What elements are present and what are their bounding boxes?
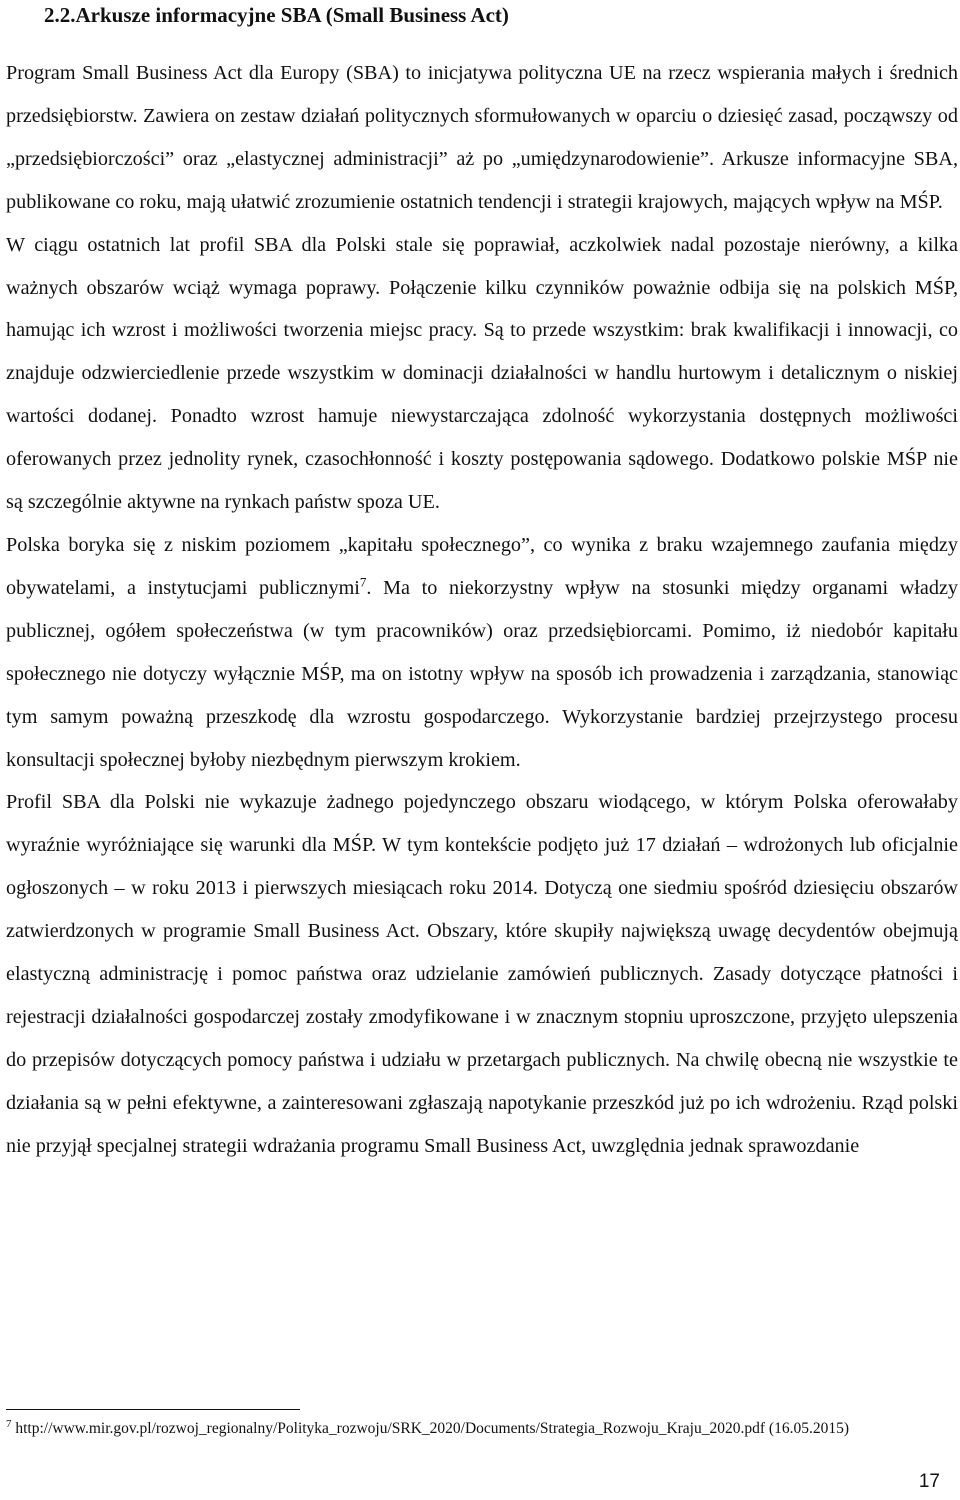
- footnote: [6, 1419, 946, 1438]
- paragraph-3-part-2: . Ma to niekorzystny wpływ na stosunki między organami władzy publicznej, ogółem społeczeństwa (w tym pracowników) oraz przedsiębiorcami. Pomimo, iż niedobór kapitału społecznego nie dotyczy wyłącznie MŚP, ma on istotny wpływ na sposób ich prowadzenia i zarządzania, stanowiąc tym samym poważną przeszkodę dla wzrostu gospodarczego. Wykorzystanie bardziej przejrzystego procesu konsultacji społecznej byłoby niezbędnym pierwszym krokiem.: [6, 576, 958, 771]
- footnote-number: 7: [6, 1417, 12, 1430]
- paragraph-3-part-1: Polska boryka się z niskim poziomem „kapitału społecznego”, co wynika z braku wzajemnego zaufania między obywatelami, a instytucjami publicznymi: [6, 533, 958, 599]
- footnote-reference[interactable]: 7: [359, 574, 367, 590]
- paragraph-3: [6, 524, 958, 781]
- section-heading: 2.2.Arkusze informacyjne SBA (Small Business Act): [44, 3, 509, 27]
- paragraph-2: W ciągu ostatnich lat profil SBA dla Polski stale się poprawiał, aczkolwiek nadal pozostaje nierówny, a kilka ważnych obszarów wciąż wymaga poprawy. Połączenie kilku czynników poważnie odbija się na polskich MŚP, hamując ich wzrost i możliwości tworzenia miejsc pracy. Są to przede wszystkim: brak kwalifikacji i innowacji, co znajduje odzwierciedlenie przede wszystkim w dominacji działalności w handlu hurtowym i detalicznym o niskiej wartości dodanej. Ponadto wzrost hamuje niewystarczająca zdolność wykorzystania dostępnych możliwości oferowanych przez jednolity rynek, czasochłonność i koszty postępowania sądowego. Dodatkowo polskie MŚP nie są szczególnie aktywne na rynkach państw spoza UE.: [6, 233, 958, 514]
- footnote-text: http://www.mir.gov.pl/rozwoj_regionalny/Polityka_rozwoju/SRK_2020/Documents/Strategia_Rozwoju_Kraju_2020.pdf (16.05.2015): [11, 1420, 849, 1437]
- body-text: [6, 52, 958, 1168]
- footnote-separator: [6, 1409, 300, 1410]
- page-number: 17: [918, 1471, 940, 1492]
- paragraph-4: Profil SBA dla Polski nie wykazuje żadnego pojedynczego obszaru wiodącego, w którym Polska oferowałaby wyraźnie wyróżniające się warunki dla MŚP. W tym kontekście podjęto już 17 działań – wdrożonych lub oficjalnie ogłoszonych – w roku 2013 i pierwszych miesiącach roku 2014. Dotyczą one siedmiu spośród dziesięciu obszarów zatwierdzonych w programie Small Business Act. Obszary, które skupiły największą uwagę decydentów obejmują elastyczną administrację i pomoc państwa oraz udzielanie zamówień publicznych. Zasady dotyczące płatności i rejestracji działalności gospodarczej zostały zmodyfikowane i w znacznym stopniu uproszczone, przyjęto ulepszenia do przepisów dotyczących pomocy państwa i udziału w przetargach publicznych. Na chwilę obecną nie wszystkie te działania są w pełni efektywne, a zainteresowani zgłaszają napotykanie przeszkód już po ich wdrożeniu. Rząd polski nie przyjął specjalnej strategii wdrażania programu Small Business Act, uwzględnia jednak sprawozdanie: [6, 791, 958, 1157]
- paragraph-1: Program Small Business Act dla Europy (SBA) to inicjatywa polityczna UE na rzecz wspierania małych i średnich przedsiębiorstw. Zawiera on zestaw działań politycznych sformułowanych w oparciu o dziesięć zasad, począwszy od „przedsiębiorczości” oraz „elastycznej administracji” aż po „umiędzynarodowienie”. Arkusze informacyjne SBA, publikowane co roku, mają ułatwić zrozumienie ostatnich tendencji i strategii krajowych, mających wpływ na MŚP.: [6, 62, 958, 213]
